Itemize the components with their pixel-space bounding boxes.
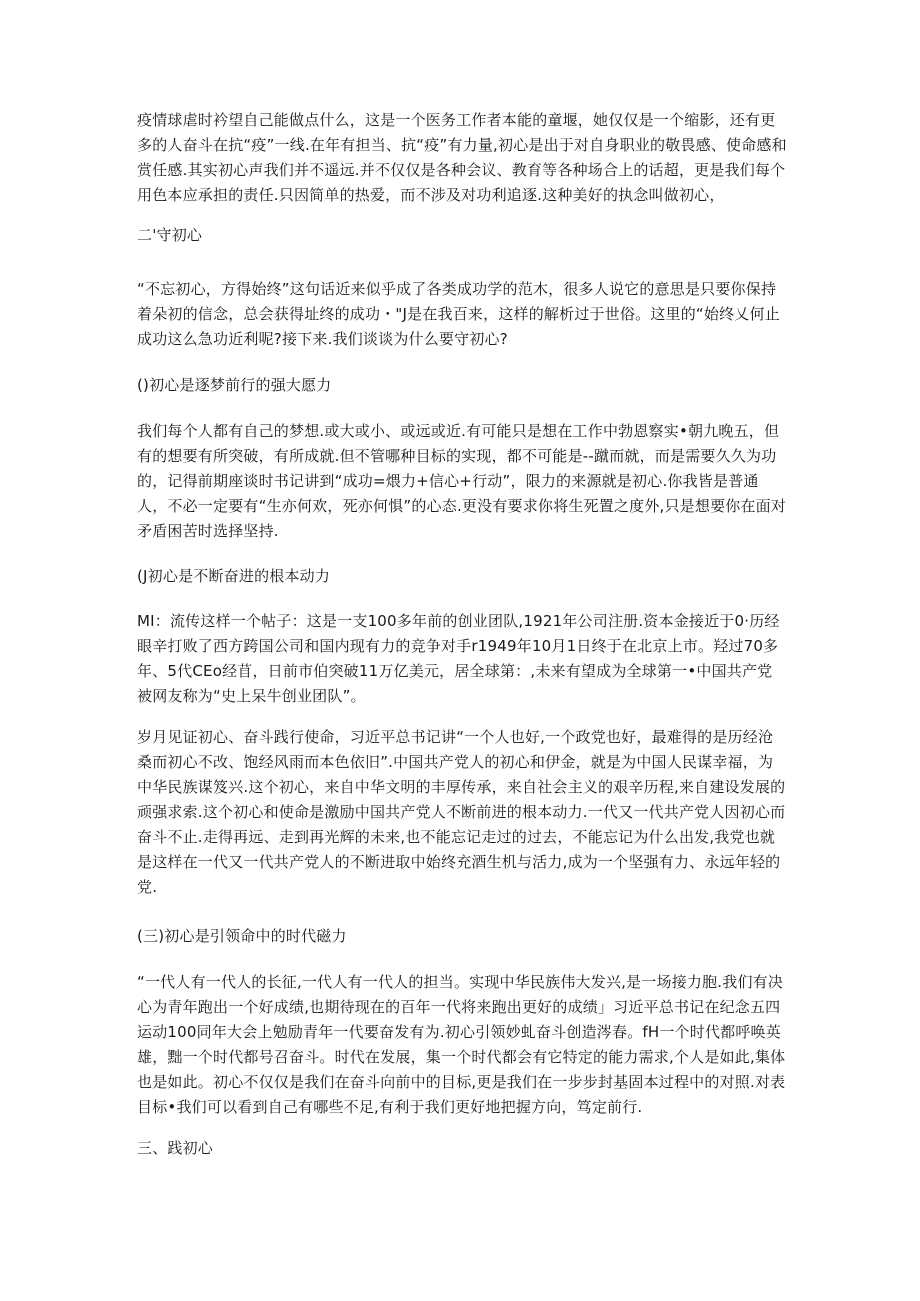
paragraph-generation-relay: “一代人有一代人的长征,一代人有一代人的担当。实现中华民族伟大发兴,是一场接力胞.我们有决心为青年跑出一个好成绩,也期待现在的百年一代将来跑出更好的成绩」习近平总书记在纪念五四运动100同年大会上勉励青年一代要奋发有为.初心引领妙虬奋斗创造涔春。fH一个时代都呼唤英雄，黜一个时代都号召奋斗。时代在发展，集一个时代都会有它特定的能力需求,个人是如此,集体也是如此。初心不仅仅是我们在奋斗向前中的目标,更是我们在一步步封基固本过程中的对照.对表目标•我们可以看到自己有哪些不足,有利于我们更好地把握方向，笃定前行. bbox=[137, 973, 786, 1116]
paragraph-mission-witness: 岁月见证初心、奋斗践行使命，习近平总书记讲“一个人也好,一个政党也好，最难得的是历经沧桑而初心不改、饱经风雨而本色依旧”.中国共产党人的初心和伊金，就是为中国人民谋幸福，为中华民族谋笈兴.这个初心，来自中华文明的丰厚传承，来自社会主义的艰辛历程,来自建设发展的顽强求索.这个初心和使命是激励中国共产党人不断前进的根本动力.一代又一代共产党人因初心而奋斗不止.走得再远、走到再光辉的未来,也不能忘记走过的过去，不能忘记为什么出发,我党也就是这样在一代又一代共产党人的不断进取中始终充酒生机与活力,成为一个坚强有力、永远年轻的党. bbox=[137, 728, 786, 896]
section-heading-practice-original-intention: 三、践初心 bbox=[137, 1139, 214, 1157]
paragraph-keep-original-intention: “不忘初心，方得始终”这句话近来似乎成了各类成功学的范木，很多人说它的意思是只要你保持着朵初的信念，总会获得址终的成功・"J是在我百来，这样的解析过于世俗。这里的“始终乂何止成功这么急功近利呢?接下来.我们谈谈为什么要守初心? bbox=[137, 280, 780, 348]
section-heading-keep-original-intention: 二'守初心 bbox=[137, 226, 203, 244]
subheading-driving-force: ()初心是逐梦前行的强大愿力 bbox=[137, 376, 332, 394]
subheading-fundamental-motivation: (J初心是不断奋进的根本动力 bbox=[137, 567, 331, 585]
subheading-era-magnetism: (三)初心是引领命中的时代磁力 bbox=[137, 927, 347, 945]
paragraph-intro: 疫情球虐时衿望自己能做点什么，这是一个医务工作者本能的童堰，她仅仅是一个缩影，还有更多的人奋斗在抗“疫”一线.在年有担当、抗“疫”有力量,初心是出于对自身职业的敬畏感、使命感和赏任感.其实初心声我们并不遥远.并不仅仅是各种会议、教育等各种场合上的话超，更是我们每个用色本应承担的责任.只因简单的热爱，而不涉及对功利追逐.这种美好的执念叫做初心， bbox=[137, 111, 787, 204]
paragraph-driving-force: 我们每个人都有自己的梦想.或大或小、或远或近.有可能只是想在工作中勃恩察实•朝九晚五，但有的想要有所突破，有所成就.但不管哪种目标的实现，都不可能是--蹴而就，而是需要久久为功的，记得前期座谈时书记讲到“成功=煨力+信心+行动”，限力的来源就是初心.你我皆是普通人，不必一定要有“生亦何欢，死亦何惧”的心态.更没有要求你将生死置之度外,只是想要你在面对矛盾困苦时选择坚持. bbox=[137, 422, 787, 540]
paragraph-startup-team-story: MI：流传这样一个帖子：这是一支100多年前的创业团队,1921年公司注册.资本金接近于0·历经眼辛打败了西方跨国公司和国内现有力的竞争对手r1949年10月1日终于在北京上市。羟过70多年、5代CEo经苜，日前市伯突破11万亿美元，居全球第：,未来有望成为全球第一•中国共产党被网友称为“史上呆牛创业团队”。 bbox=[137, 612, 780, 705]
